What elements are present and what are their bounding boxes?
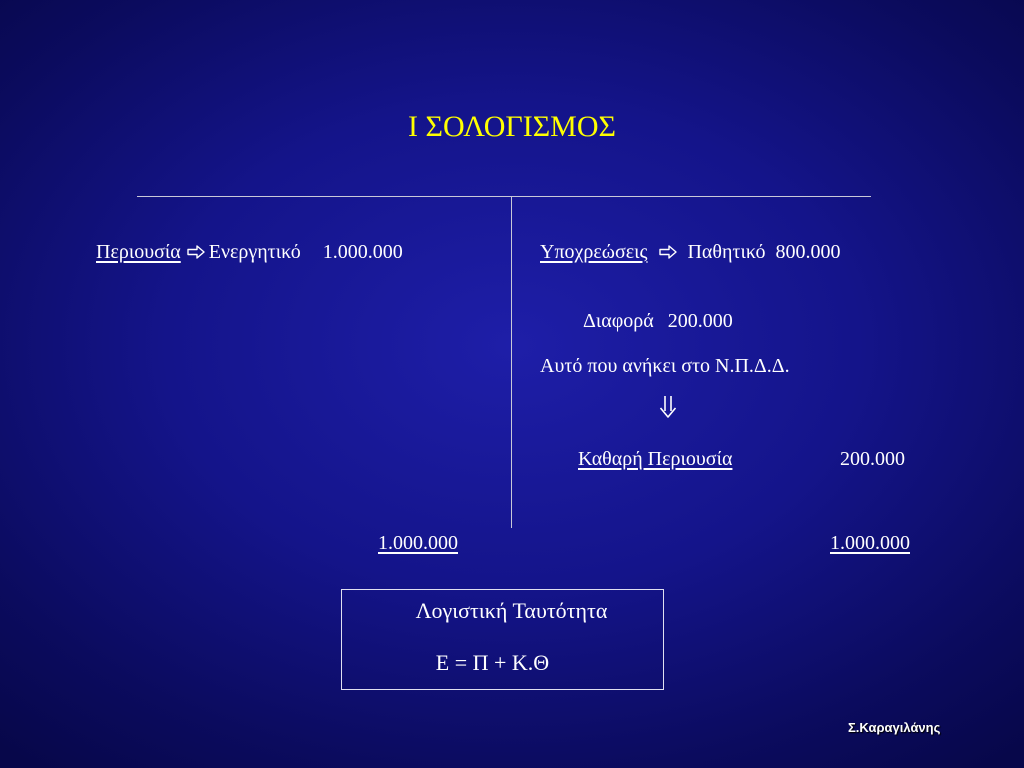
liabilities-label: Παθητικό (687, 241, 766, 263)
liabilities-total: 1.000.000 (830, 532, 910, 554)
accounting-identity-title: Λογιστική Ταυτότητα (415, 598, 608, 623)
liabilities-term: Υποχρεώσεις (540, 241, 648, 263)
slide-title: Ι ΣΟΛΟΓΙΣΜΟΣ (408, 110, 616, 143)
t-account-vertical-line (511, 196, 512, 528)
belongs-text: Αυτό που ανήκει στο Ν.Π.Δ.Δ. (540, 355, 790, 377)
accounting-identity-equation: Ε = Π + Κ.Θ (435, 650, 550, 675)
right-arrow-icon (659, 241, 677, 265)
assets-value: 1.000.000 (322, 241, 403, 263)
difference-value: 200.000 (667, 310, 733, 332)
difference-label: Διαφορά (583, 310, 654, 332)
net-assets-value: 200.000 (840, 448, 905, 470)
net-assets-label: Καθαρή Περιουσία (578, 448, 733, 470)
assets-total: 1.000.000 (378, 532, 458, 554)
double-down-arrow-icon (659, 396, 677, 423)
right-arrow-icon (187, 241, 205, 265)
assets-label: Ενεργητικό (208, 241, 301, 263)
assets-term: Περιουσία (96, 241, 181, 263)
liabilities-value: 800.000 (775, 241, 841, 263)
author-credit: Σ.Καραγιλάνης (848, 720, 941, 735)
difference-row (583, 309, 733, 333)
liabilities-row (540, 240, 840, 265)
t-account-horizontal-line (137, 196, 871, 197)
assets-row (96, 240, 403, 265)
